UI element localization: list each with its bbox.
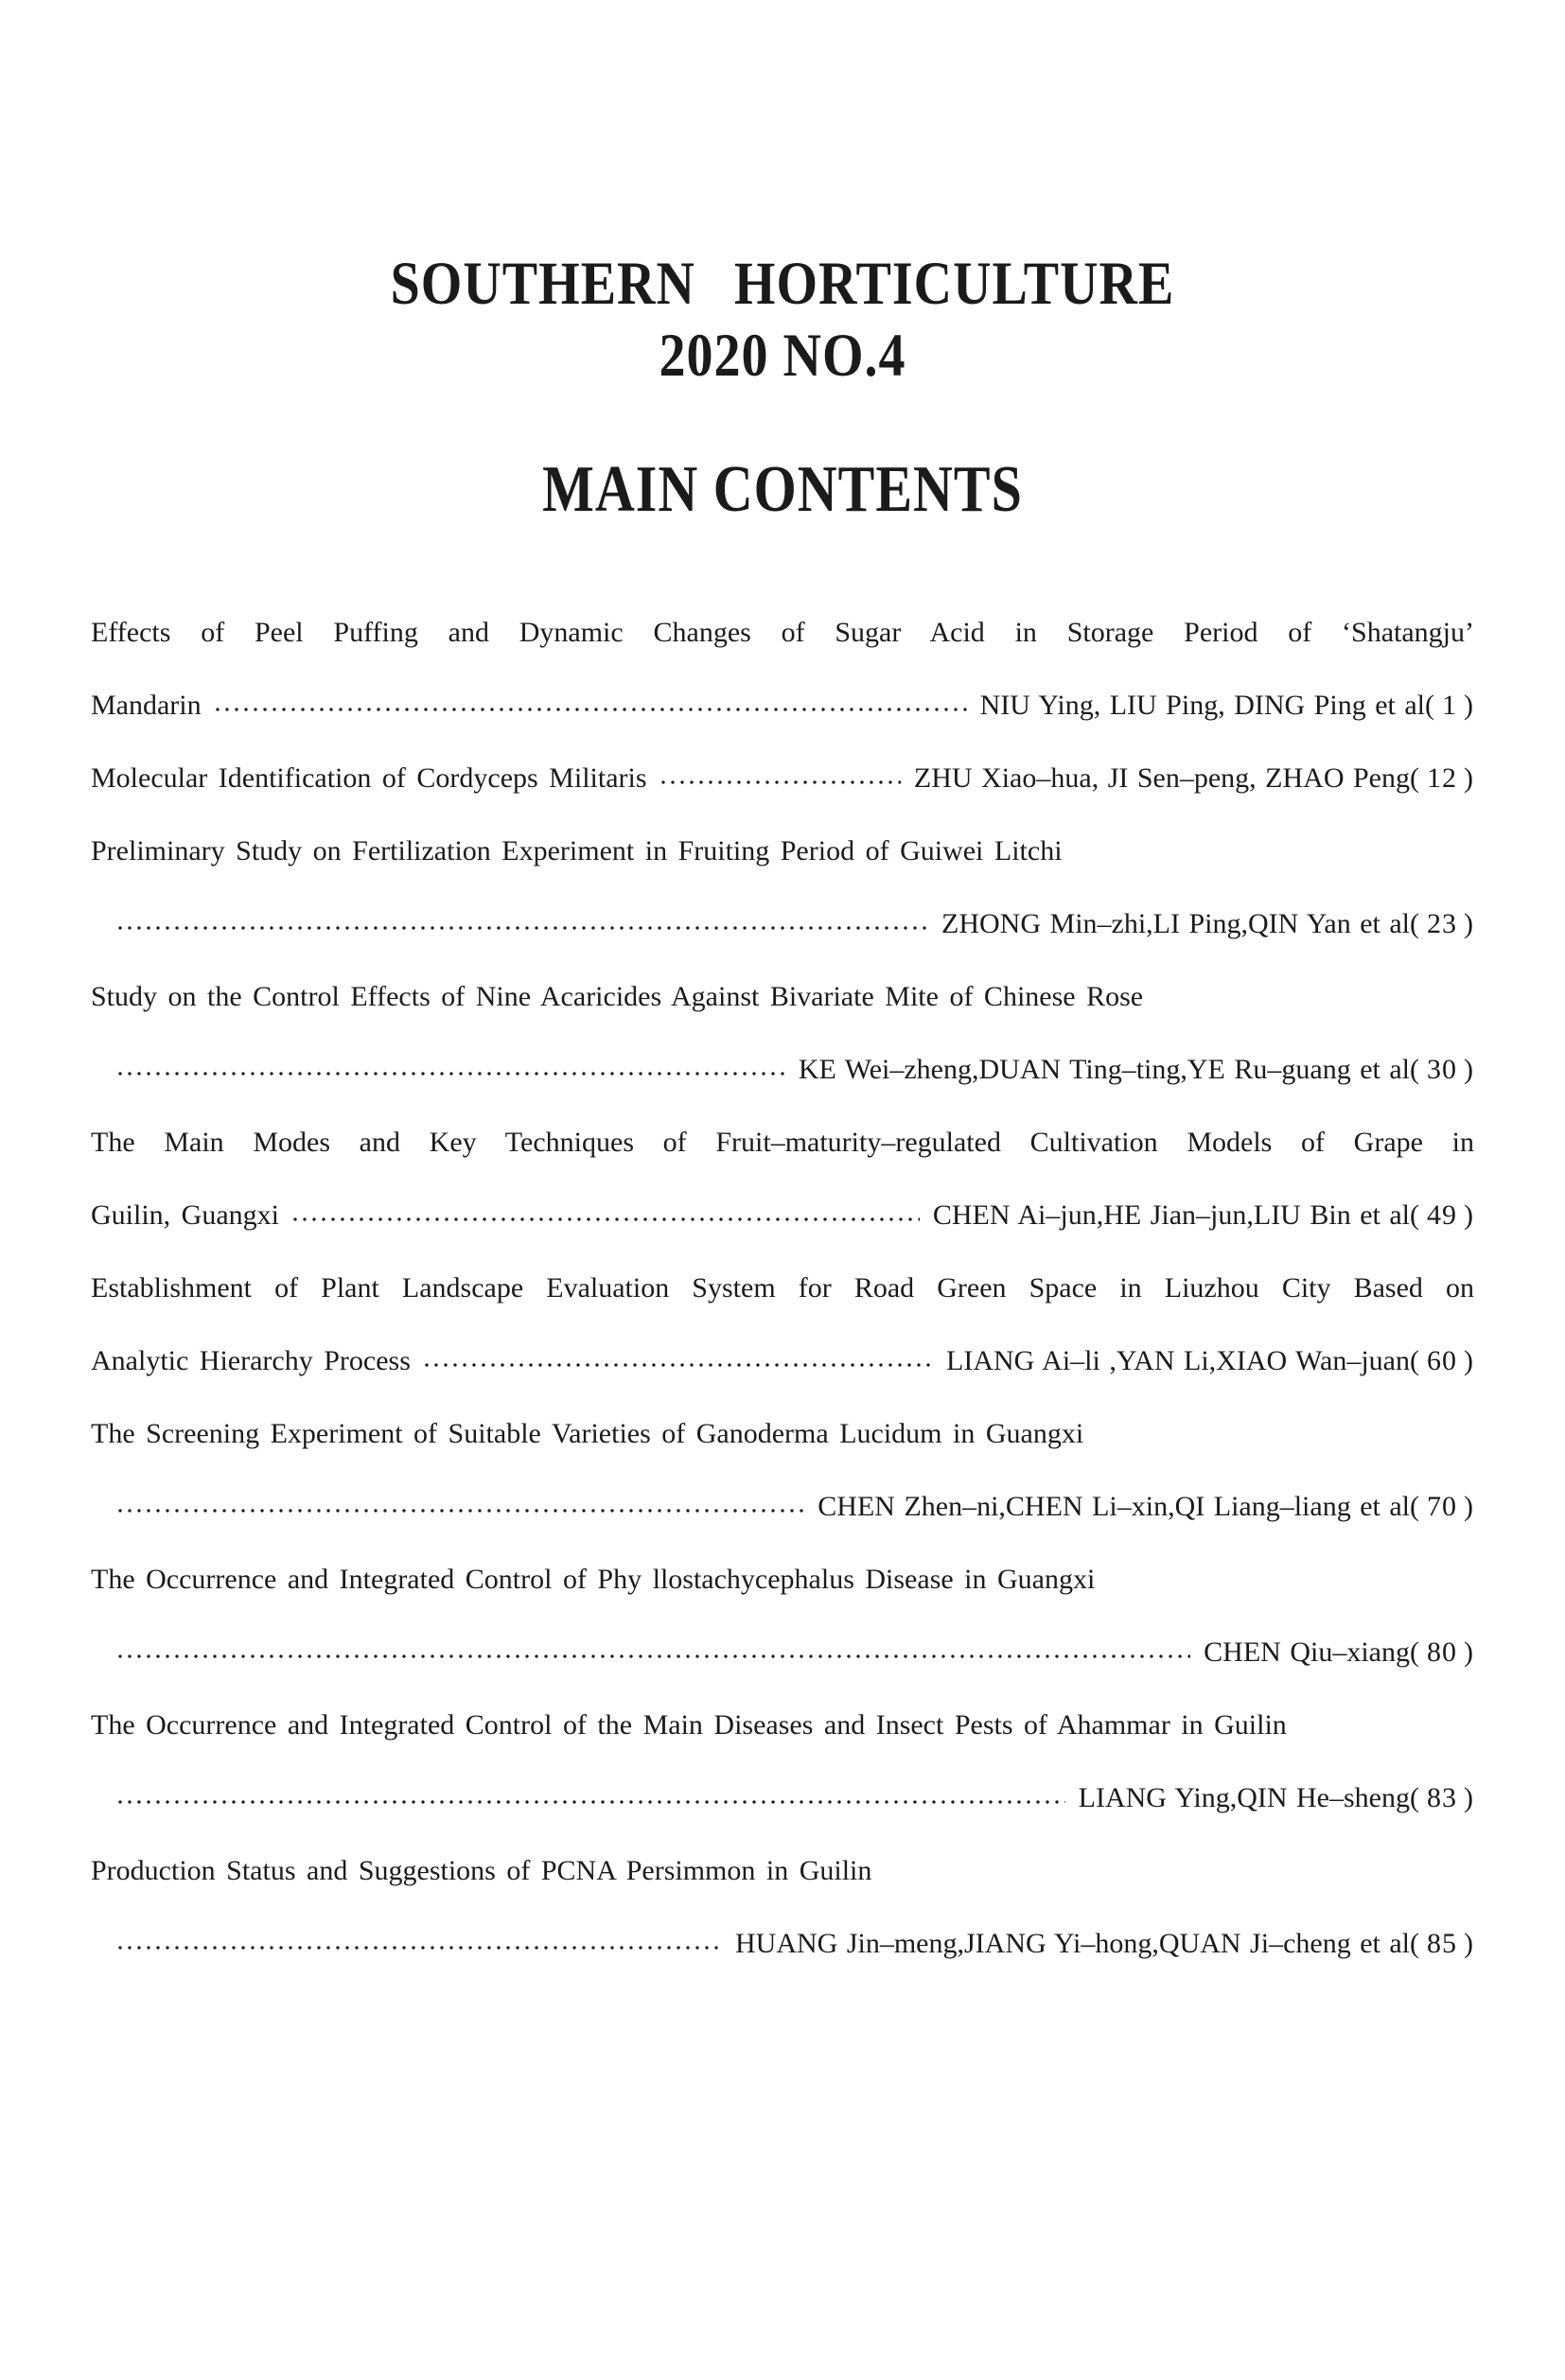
toc-entry-title: Analytic Hierarchy Process [91, 1345, 411, 1376]
toc-entry-page: ( 49 ) [1410, 1199, 1474, 1231]
toc-entry-page: ( 60 ) [1410, 1345, 1474, 1376]
toc-entry-title: The Main Modes and Key Techniques of Fruit–maturity–regulated Cultivation Models of Grape in [91, 1127, 1474, 1158]
issue-number: 2020 NO.4 [659, 322, 906, 390]
dot-leader [115, 1907, 722, 1980]
toc-entry-line [91, 596, 1474, 669]
toc-entry-title: The Occurrence and Integrated Control of the Main Diseases and Insect Pests of Ahammar in Guilin [91, 1709, 1287, 1741]
toc-entry-line [91, 1616, 1474, 1689]
toc-entry-title: Effects of Peel Puffing and Dynamic Changes of Sugar Acid in Storage Period of ‘Shatangju’ [91, 617, 1474, 648]
toc-entry-page: ( 23 ) [1410, 908, 1474, 939]
contents-page [0, 250, 1565, 2380]
toc-entry-line [91, 1324, 1474, 1397]
toc-entry-authors: LIANG Ying,QIN He–sheng( 83 ) [1078, 1782, 1474, 1813]
toc-entry-authors: CHEN Qiu–xiang( 80 ) [1204, 1636, 1474, 1668]
toc-entry-title: Production Status and Suggestions of PCNA Persimmon in Guilin [91, 1855, 872, 1886]
toc-entry-line [91, 1397, 1474, 1470]
toc-entry-line [91, 960, 1474, 1033]
journal-title: SOUTHERN HORTICULTURE [390, 250, 1175, 318]
toc-entry-line [91, 1251, 1474, 1324]
toc-entry-title: Preliminary Study on Fertilization Experiment in Fruiting Period of Guiwei Litchi [91, 835, 1063, 866]
dot-leader [115, 887, 928, 960]
dot-leader [659, 742, 901, 814]
toc-entry-line [91, 742, 1474, 814]
dot-leader [422, 1324, 933, 1397]
toc-entry-line [91, 1106, 1474, 1179]
toc-entry-line [91, 1179, 1474, 1251]
toc-entry-title: The Screening Experiment of Suitable Varieties of Ganoderma Lucidum in Guangxi [91, 1418, 1084, 1449]
toc-entry-authors: LIANG Ai–li ,YAN Li,XIAO Wan–juan( 60 ) [946, 1345, 1474, 1376]
contents-heading: MAIN CONTENTS [542, 451, 1023, 526]
toc-entry-title: Study on the Control Effects of Nine Acaricides Against Bivariate Mite of Chinese Rose [91, 981, 1144, 1012]
toc-entry-line [91, 1543, 1474, 1616]
toc-entry-line [91, 1907, 1474, 1980]
toc [91, 596, 1474, 1980]
toc-entry-authors: CHEN Zhen–ni,CHEN Li–xin,QI Liang–liang et al( 70 ) [818, 1491, 1474, 1522]
toc-entry-page: ( 85 ) [1410, 1928, 1474, 1959]
toc-entry-page: ( 1 ) [1425, 690, 1474, 721]
toc-entry-line [91, 1689, 1474, 1761]
toc-entry-title: Mandarin [91, 690, 202, 721]
toc-entry-title: Guilin, Guangxi [91, 1199, 279, 1231]
toc-entry-page: ( 12 ) [1410, 762, 1474, 794]
toc-entry-authors: KE Wei–zheng,DUAN Ting–ting,YE Ru–guang et al( 30 ) [798, 1054, 1474, 1085]
toc-entry-authors: NIU Ying, LIU Ping, DING Ping et al( 1 ) [979, 690, 1474, 721]
toc-entry-line [91, 1834, 1474, 1907]
toc-entry-line [91, 814, 1474, 887]
toc-entry-title: The Occurrence and Integrated Control of Phy llostachycephalus Disease in Guangxi [91, 1564, 1096, 1595]
toc-entry-authors: ZHU Xiao–hua, JI Sen–peng, ZHAO Peng( 12 ) [913, 762, 1474, 794]
toc-entry-title: Establishment of Plant Landscape Evaluation System for Road Green Space in Liuzhou City Based on [91, 1272, 1474, 1304]
dot-leader [115, 1616, 1190, 1689]
dot-leader [115, 1761, 1065, 1834]
toc-entry-authors: HUANG Jin–meng,JIANG Yi–hong,QUAN Ji–cheng et al( 85 ) [735, 1928, 1474, 1959]
toc-entry-line [91, 1470, 1474, 1543]
toc-entry-page: ( 80 ) [1410, 1636, 1474, 1668]
toc-entry-line [91, 1761, 1474, 1834]
toc-entry-line [91, 1033, 1474, 1106]
toc-entry-authors: ZHONG Min–zhi,LI Ping,QIN Yan et al( 23 ) [941, 908, 1474, 939]
toc-entry-title: Molecular Identification of Cordyceps Militaris [91, 762, 647, 794]
dot-leader [115, 1033, 785, 1106]
toc-entry-line [91, 887, 1474, 960]
dot-leader [115, 1470, 804, 1543]
toc-entry-page: ( 30 ) [1410, 1054, 1474, 1085]
dot-leader [290, 1179, 920, 1251]
toc-entry-page: ( 83 ) [1410, 1782, 1474, 1813]
toc-entry-page: ( 70 ) [1410, 1491, 1474, 1522]
dot-leader [213, 669, 967, 742]
toc-entry-line [91, 669, 1474, 742]
toc-entry-authors: CHEN Ai–jun,HE Jian–jun,LIU Bin et al( 49 ) [932, 1199, 1474, 1231]
